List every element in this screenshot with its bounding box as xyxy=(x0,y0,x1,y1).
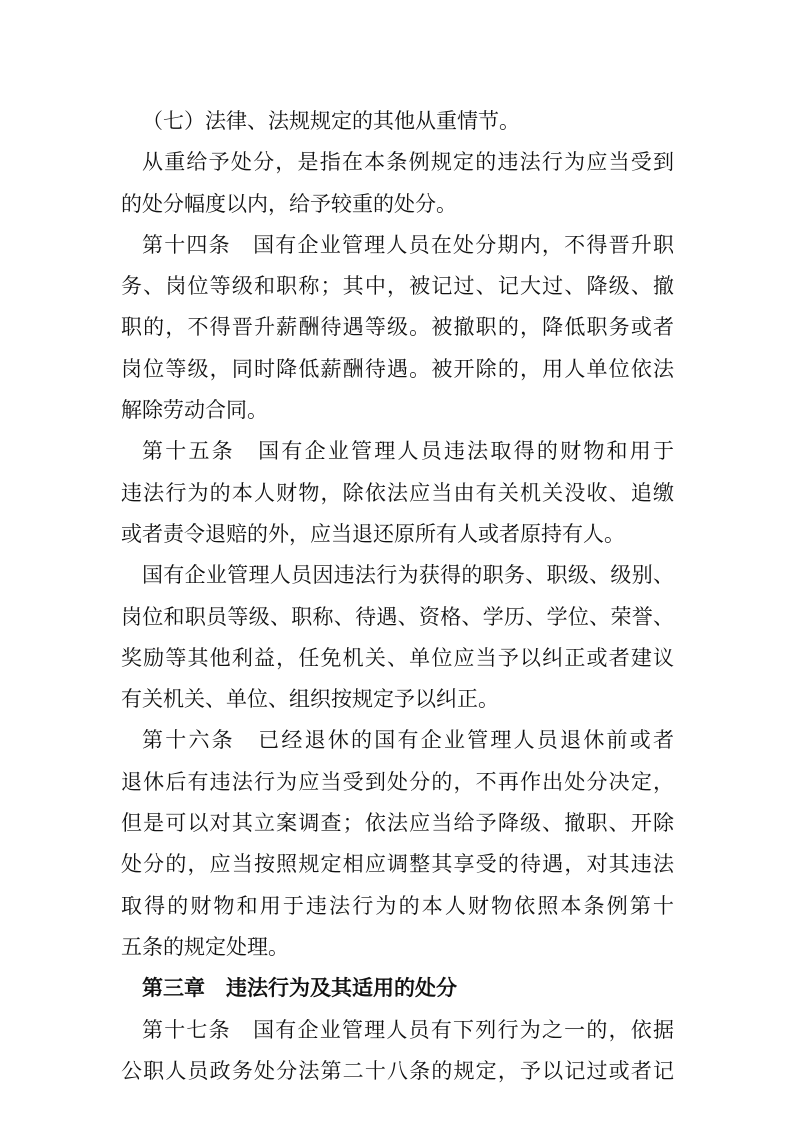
article-16-line: 第十六条 已经退休的国有企业管理人员退休前或者 xyxy=(142,728,674,753)
paragraph-line: 退休后有违法行为应当受到处分的，不再作出处分决定， xyxy=(121,769,674,794)
paragraph-line: 职的，不得晋升薪酬待遇等级。被撤职的，降低职务或者 xyxy=(121,315,674,340)
paragraph-line: 岗位和职员等级、职称、待遇、资格、学历、学位、荣誉、 xyxy=(121,604,674,629)
paragraph-line: 但是可以对其立案调查；依法应当给予降级、撤职、开除 xyxy=(121,811,674,836)
document-body xyxy=(121,104,674,1095)
paragraph-line: 五条的规定处理。 xyxy=(121,934,289,959)
paragraph-line: 或者责令退赔的外，应当退还原所有人或者原持有人。 xyxy=(121,521,625,546)
paragraph-line: 取得的财物和用于违法行为的本人财物依照本条例第十 xyxy=(121,893,674,918)
item-seven-line: （七）法律、法规规定的其他从重情节。 xyxy=(142,109,520,133)
paragraph-line: 解除劳动合同。 xyxy=(121,398,268,423)
paragraph-line: 国有企业管理人员因违法行为获得的职务、职级、级别、 xyxy=(142,563,674,588)
paragraph-line: 公职人员政务处分法第二十八条的规定，予以记过或者记 xyxy=(121,1058,674,1083)
article-14-line: 第十四条 国有企业管理人员在处分期内，不得晋升职 xyxy=(142,232,674,257)
paragraph-line: 违法行为的本人财物，除依法应当由有关机关没收、追缴 xyxy=(121,480,674,505)
chapter-three-heading: 第三章 违法行为及其适用的处分 xyxy=(142,976,457,1001)
article-15-line: 第十五条 国有企业管理人员违法取得的财物和用于 xyxy=(142,439,674,464)
paragraph-line: 处分的，应当按照规定相应调整其享受的待遇，对其违法 xyxy=(121,852,674,877)
paragraph-line: 岗位等级，同时降低薪酬待遇。被开除的，用人单位依法 xyxy=(121,356,674,381)
article-17-line: 第十七条 国有企业管理人员有下列行为之一的，依据 xyxy=(142,1017,674,1042)
paragraph-line: 务、岗位等级和职称；其中，被记过、记大过、降级、撤 xyxy=(121,274,674,299)
paragraph-line: 奖励等其他利益，任免机关、单位应当予以纠正或者建议 xyxy=(121,645,674,670)
paragraph-line: 的处分幅度以内，给予较重的处分。 xyxy=(121,191,457,216)
paragraph-line: 从重给予处分，是指在本条例规定的违法行为应当受到 xyxy=(142,150,674,175)
paragraph-line: 有关机关、单位、组织按规定予以纠正。 xyxy=(121,687,499,712)
